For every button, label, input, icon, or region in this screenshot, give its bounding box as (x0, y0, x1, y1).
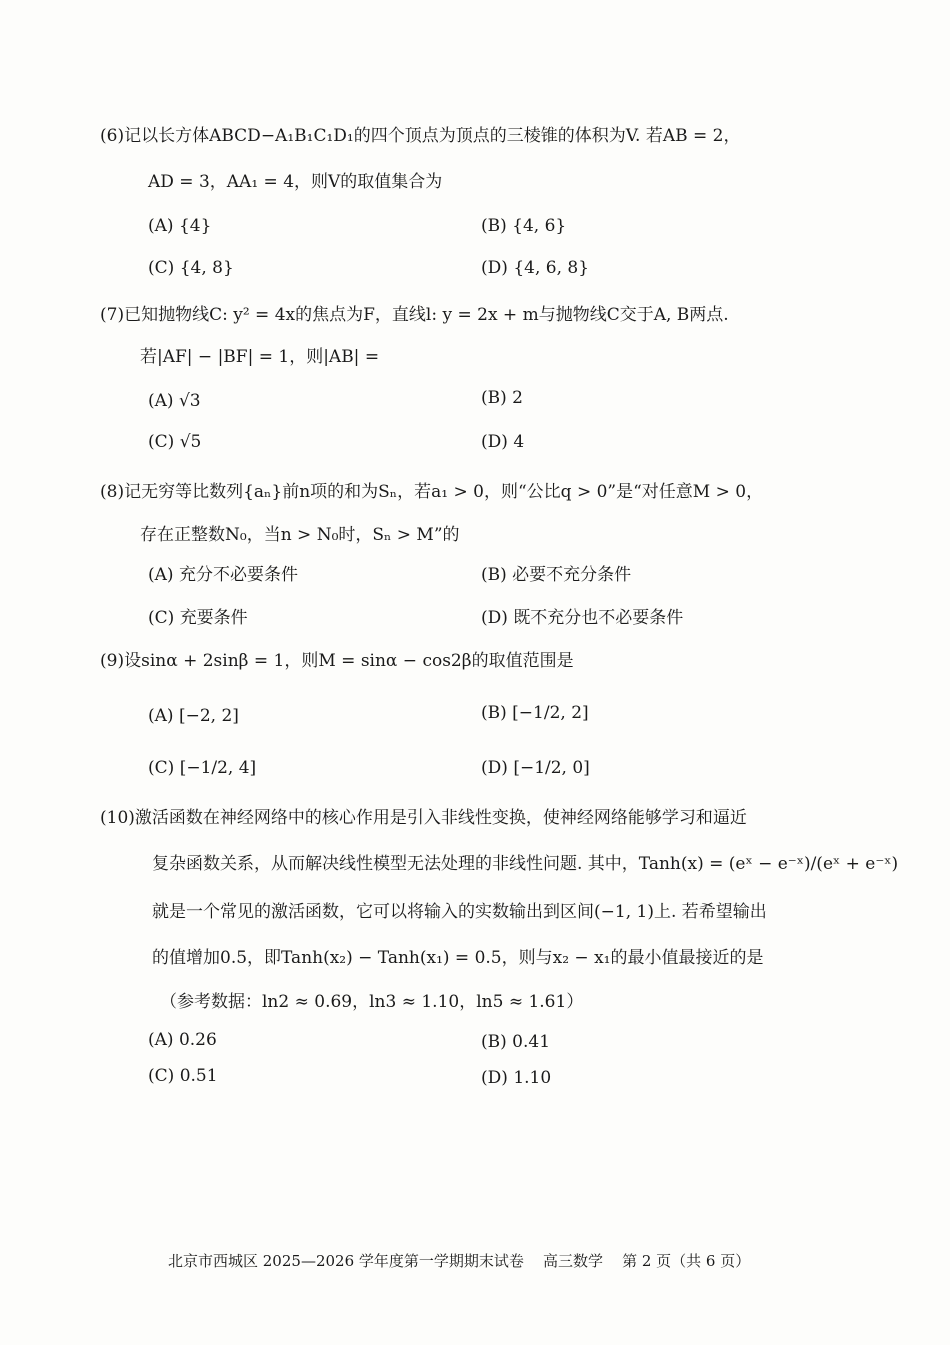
question-10-line-1: (10)激活函数在神经网络中的核心作用是引入非线性变换，使神经网络能够学习和逼近 (100, 808, 747, 828)
q6-option-b: (B) {4, 6} (481, 216, 567, 236)
footer-page-number: 第 2 页（共 6 页） (622, 1252, 751, 1270)
q10-option-d: (D) 1.10 (481, 1068, 552, 1088)
q7-option-a: (A) √3 (148, 391, 201, 411)
question-6-line-2: AD = 3，AA₁ = 4，则V的取值集合为 (148, 172, 443, 192)
question-9-line-1: (9)设sinα + 2sinβ = 1，则M = sinα − cos2β的取值范围是 (100, 651, 574, 671)
question-10-line-5: （参考数据：ln2 ≈ 0.69，ln3 ≈ 1.10，ln5 ≈ 1.61） (160, 992, 584, 1012)
question-10-line-3: 就是一个常见的激活函数，它可以将输入的实数输出到区间(−1, 1)上. 若希望输出 (152, 902, 767, 922)
question-8-stem-1: 记无穷等比数列{aₙ}前n项的和为Sₙ，若a₁ > 0，则“公比q > 0”是“对任意M > 0， (124, 482, 764, 502)
q10-option-b: (B) 0.41 (481, 1032, 551, 1052)
q8-option-d: (D) 既不充分也不必要条件 (481, 608, 684, 628)
q9-option-c: (C) [−1/2, 4] (148, 758, 257, 778)
q6-option-a: (A) {4} (148, 216, 212, 236)
q6-option-c: (C) {4, 8} (148, 258, 234, 278)
page-footer (168, 1249, 750, 1273)
q9-option-a: (A) [−2, 2] (148, 706, 239, 726)
question-8-line-2: 存在正整数N₀，当n > N₀时，Sₙ > M”的 (140, 525, 460, 545)
footer-subject: 高三数学 (542, 1252, 603, 1270)
q8-option-b: (B) 必要不充分条件 (481, 565, 632, 585)
q10-option-a: (A) 0.26 (148, 1030, 217, 1050)
q7-option-b: (B) 2 (481, 388, 523, 408)
question-7-line-1: (7)已知抛物线C: y² = 4x的焦点为F，直线l: y = 2x + m与抛物线C交于A, B两点. (100, 305, 729, 325)
q7-option-d: (D) 4 (481, 432, 525, 452)
question-8-line-1: (8)记无穷等比数列{aₙ}前n项的和为Sₙ，若a₁ > 0，则“公比q > 0”是“对任意M > 0， (100, 482, 764, 502)
q9-option-b: (B) [−1/2, 2] (481, 703, 589, 723)
question-6-line-1: (6)记以长方体ABCD−A₁B₁C₁D₁的四个顶点为顶点的三棱锥的体积为V. 若AB = 2， (100, 126, 741, 146)
q7-option-c: (C) √5 (148, 432, 202, 452)
question-7-stem-1: 已知抛物线C: y² = 4x的焦点为F，直线l: y = 2x + m与抛物线C交于A, B两点. (124, 305, 729, 325)
q8-option-c: (C) 充要条件 (148, 608, 248, 628)
q8-option-a: (A) 充分不必要条件 (148, 565, 298, 585)
question-10-line-2: 复杂函数关系，从而解决线性模型无法处理的非线性问题. 其中，Tanh(x) = (eˣ − e⁻ˣ)/(eˣ + e⁻ˣ) (152, 854, 899, 874)
question-10-stem-1: 激活函数在神经网络中的核心作用是引入非线性变换，使神经网络能够学习和逼近 (134, 808, 747, 828)
q6-option-d: (D) {4, 6, 8} (481, 258, 590, 278)
question-7-line-2: 若|AF| − |BF| = 1，则|AB| = (140, 347, 380, 367)
question-6-stem-1: 记以长方体ABCD−A₁B₁C₁D₁的四个顶点为顶点的三棱锥的体积为V. 若AB = 2， (124, 126, 741, 146)
footer-exam-title: 北京市西城区 2025—2026 学年度第一学期期末试卷 (168, 1252, 524, 1270)
q10-option-c: (C) 0.51 (148, 1066, 218, 1086)
question-9-stem-1: 设sinα + 2sinβ = 1，则M = sinα − cos2β的取值范围是 (124, 651, 574, 671)
question-10-line-4: 的值增加0.5，即Tanh(x₂) − Tanh(x₁) = 0.5，则与x₂ − x₁的最小值最接近的是 (152, 948, 764, 968)
q9-option-d: (D) [−1/2, 0] (481, 758, 590, 778)
